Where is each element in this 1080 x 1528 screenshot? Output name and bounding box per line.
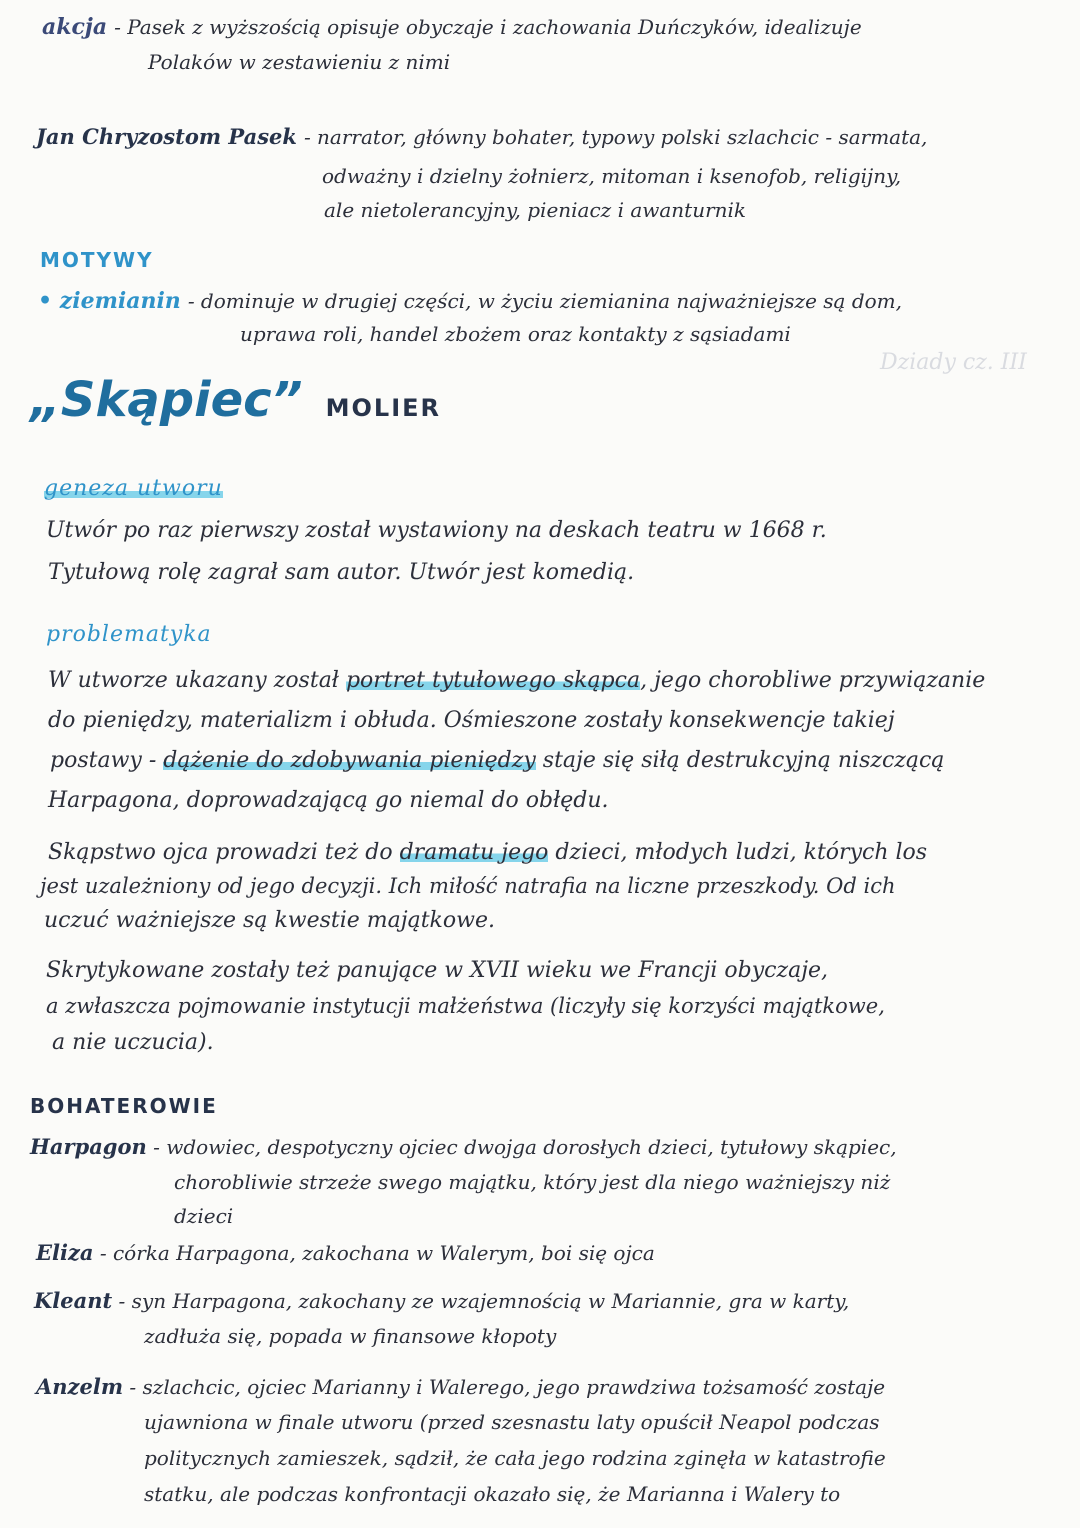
harpagon-text-line1: - wdowiec, despotyczny ojciec dwojga dorosłych dzieci, tytułowy skąpiec, [153,1135,897,1159]
ziemianin-entry [38,290,902,313]
geneza-line1: Utwór po raz pierwszy został wystawiony na deskach teatru w 1668 r. [46,518,827,543]
problematyka-heading: problematyka [46,622,212,647]
text-segment: , jego chorobliwe przywiązanie [640,668,986,693]
text-segment: Skąpstwo ojca prowadzi też do [48,840,400,865]
work-author: MOLIER [325,394,442,422]
pasek-text-line1: - narrator, główny bohater, typowy polski szlachcic - sarmata, [303,125,928,149]
problematyka-p3-line1: Skrytykowane zostały też panujące w XVII wieku we Francji obyczaje, [46,958,829,983]
text-segment: staje się siłą destrukcyjną niszczącą [535,748,945,773]
akcja-label: akcja [42,14,108,40]
eliza-label: Eliza [36,1240,94,1265]
problematyka-p2-line2: jest uzależniony od jego decyzji. Ich miłość natrafia na liczne przeszkody. Od ich [40,874,896,898]
text-segment: W utworze ukazany został [48,668,346,693]
akcja-entry [42,16,862,39]
ziemianin-text-line1: - dominuje w drugiej części, w życiu ziemianina najważniejsze są dom, [187,289,903,313]
problematyka-p1-line1 [48,670,985,692]
kleant-label: Kleant [34,1288,113,1313]
akcja-text-line1: - Pasek z wyższością opisuje obyczaje i zachowania Duńczyków, idealizuje [114,15,862,39]
harpagon-entry [30,1136,897,1157]
motywy-heading: MOTYWY [40,248,154,272]
problematyka-p1-line3 [50,750,944,772]
pasek-label: Jan Chryzostom Pasek [36,124,297,149]
kleant-entry [34,1290,849,1311]
highlighted-phrase: portret tytułowego skąpca [345,668,641,693]
anzelm-label: Anzelm [36,1374,124,1399]
kleant-text-line1: - syn Harpagona, zakochany ze wzajemnością w Mariannie, gra w karty, [118,1289,850,1313]
problematyka-p3-line2: a zwłaszcza pojmowanie instytucji małżeństwa (liczyły się korzyści majątkowe, [46,994,885,1018]
problematyka-p1-line2: do pieniędzy, materializm i obłuda. Ośmieszone zostały konsekwencje takiej [48,708,895,733]
kleant-text-line2: zadłuża się, popada w finansowe kłopoty [144,1324,557,1348]
pasek-text-line2: odważny i dzielny żołnierz, mitoman i ksenofob, religijny, [322,164,902,188]
pasek-text-line3: ale nietolerancyjny, pieniacz i awanturnik [324,198,747,222]
text-segment: postawy - [50,748,164,773]
problematyka-p2-line3: uczuć ważniejsze są kwestie majątkowe. [44,908,495,933]
anzelm-text-line3: politycznych zamieszek, sądził, że cała jego rodzina zginęła w katastrofie [144,1446,886,1470]
eliza-text-line1: - córka Harpagona, zakochana w Walerym, boi się ojca [99,1241,655,1265]
bohaterowie-heading: BOHATEROWIE [30,1094,218,1118]
anzelm-text-line4: statku, ale podczas konfrontacji okazało się, że Marianna i Walery to [144,1482,841,1506]
anzelm-entry [36,1376,885,1397]
anzelm-text-line1: - szlachcic, ojciec Marianny i Walerego, jego prawdziwa tożsamość zostaje [129,1375,886,1399]
problematyka-p3-line3: a nie uczucia). [52,1030,214,1055]
bleed-through-text: Dziady cz. III [880,350,1027,375]
ziemianin-text-line2: uprawa roli, handel zbożem oraz kontakty z sąsiadami [240,322,791,346]
harpagon-label: Harpagon [30,1134,147,1159]
anzelm-text-line2: ujawniona w finale utworu (przed szesnastu laty opuścił Neapol podczas [144,1410,880,1434]
highlighted-phrase: dramatu jego [399,840,549,865]
highlighted-phrase: dążenie do zdobywania pieniędzy [163,748,536,773]
harpagon-text-line3: dzieci [174,1204,234,1228]
work-title: „Skąpiec” [30,372,303,428]
pasek-entry [36,126,927,149]
geneza-heading: geneza utworu [44,476,223,501]
ziemianin-label: • ziemianin [38,288,181,314]
problematyka-p2-line1 [48,842,927,864]
geneza-line2: Tytułową rolę zagrał sam autor. Utwór jest komedią. [48,560,635,585]
harpagon-text-line2: chorobliwie strzeże swego majątku, który jest dla niego ważniejszy niż [174,1170,891,1194]
eliza-entry [36,1242,655,1263]
problematyka-p1-line4: Harpagona, doprowadzającą go niemal do obłędu. [48,788,609,813]
text-segment: dzieci, młodych ludzi, których los [548,840,928,865]
akcja-text-line2: Polaków w zestawieniu z nimi [148,50,451,74]
work-title-block [30,372,441,428]
